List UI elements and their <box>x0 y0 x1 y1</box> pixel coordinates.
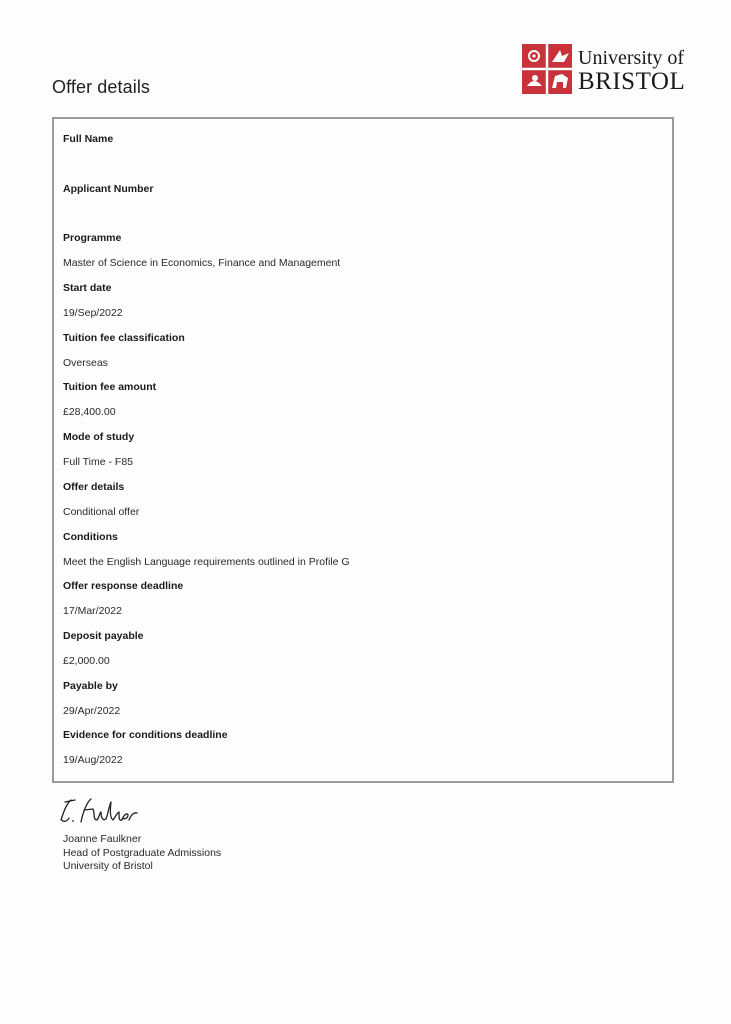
signatory-block <box>63 833 221 874</box>
signatory-organisation: University of Bristol <box>63 860 153 872</box>
page-title: Offer details <box>52 77 151 97</box>
field-tuition-fee-classification <box>63 332 662 382</box>
field-value: Overseas <box>63 356 108 369</box>
field-full-name <box>63 133 662 183</box>
field-value: 19/Sep/2022 <box>63 307 123 320</box>
field-label: Start date <box>63 282 112 295</box>
logo-line2: BRISTOL <box>578 68 686 95</box>
field-label: Deposit payable <box>63 629 144 642</box>
handwritten-signature <box>57 796 147 826</box>
field-label: Applicant Number <box>63 182 154 195</box>
university-logo <box>522 44 694 96</box>
field-value: 19/Aug/2022 <box>63 754 123 767</box>
field-tuition-fee-amount <box>63 381 662 431</box>
field-evidence-deadline <box>63 729 662 779</box>
field-value: Master of Science in Economics, Finance and Management <box>63 257 341 270</box>
field-label: Programme <box>63 232 122 245</box>
field-value: 17/Mar/2022 <box>63 605 122 618</box>
field-value: Meet the English Language requirements outlined in Profile G <box>63 555 350 568</box>
field-label: Offer details <box>63 480 125 493</box>
offer-details-panel <box>52 117 674 783</box>
field-value: 29/Apr/2022 <box>63 704 121 717</box>
crest-icon <box>522 44 572 94</box>
field-offer-details <box>63 481 662 531</box>
field-label: Tuition fee classification <box>63 331 185 344</box>
signatory-role: Head of Postgraduate Admissions <box>63 846 222 859</box>
signatory-name: Joanne Faulkner <box>63 833 142 845</box>
field-programme <box>63 232 662 282</box>
field-label: Full Name <box>63 133 114 145</box>
field-label: Tuition fee amount <box>63 381 157 394</box>
field-value: £28,400.00 <box>63 406 116 419</box>
field-offer-response-deadline <box>63 580 662 630</box>
field-mode-of-study <box>63 431 662 481</box>
logo-line1: University of <box>578 47 685 69</box>
field-applicant-number <box>63 183 662 233</box>
field-conditions <box>63 531 662 581</box>
field-payable-by <box>63 680 662 730</box>
field-value: Full Time - F85 <box>63 456 134 469</box>
field-label: Mode of study <box>63 431 135 444</box>
field-label: Payable by <box>63 679 118 692</box>
field-value: Conditional offer <box>63 505 140 518</box>
field-value: £2,000.00 <box>63 654 110 667</box>
field-deposit-payable <box>63 630 662 680</box>
field-label: Offer response deadline <box>63 580 184 593</box>
field-label: Evidence for conditions deadline <box>63 729 228 742</box>
field-label: Conditions <box>63 530 118 543</box>
field-start-date <box>63 282 662 332</box>
